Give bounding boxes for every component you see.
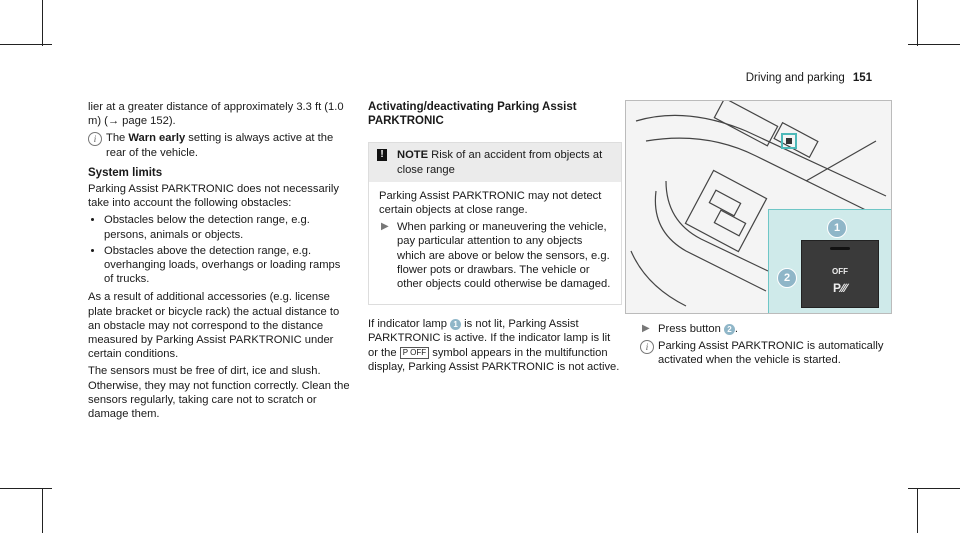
column-1 xyxy=(88,100,350,424)
info-note xyxy=(640,339,902,367)
info-text: Parking Assist PARKTRONIC is automatically activated when the vehicle is started. xyxy=(658,340,884,367)
section-heading: System limits xyxy=(88,166,163,179)
note-step-text: When parking or maneuvering the vehicle, pay particular attention to any objects which are above or below the sensors, e.g. flower pots or drawbars. The vehicle or other objects could otherwise be damaged. xyxy=(397,221,611,291)
paragraph: As a result of additional accessories (e.g. license plate bracket or bicycle rack) the actual distance to an obstacle may not correspond to the distance measured by Parking Assist PARKTRONIC under certain conditions. xyxy=(88,291,340,361)
section-heading: Activating/deactivating Parking Assist PARKTRONIC xyxy=(368,101,577,128)
paragraph: The sensors must be free of dirt, ice and slush. Otherwise, they may not function correctly. Clean the sensors regularly, taking care not to scratch or damage them. xyxy=(88,365,350,421)
callout-1: 1 xyxy=(827,218,847,238)
info-text: The xyxy=(106,132,129,145)
note-label: NOTE xyxy=(397,149,429,162)
page-number: 151 xyxy=(852,72,872,84)
parking-symbol: P∕∕∕ xyxy=(832,281,847,295)
parktronic-off-icon: P OFF xyxy=(400,347,429,359)
crop-mark xyxy=(908,488,960,489)
note-title: Risk of an accident from objects at close range xyxy=(397,149,603,176)
text: If indicator lamp xyxy=(368,318,451,331)
crop-mark xyxy=(917,0,918,46)
arrow-right-icon: ▶ xyxy=(642,323,650,334)
button-detail-inset xyxy=(768,209,891,314)
text: is not lit, Parking Assist PARKTRONIC is active. If the indicator lamp is lit or the xyxy=(368,318,611,359)
callout-badge: 2 xyxy=(724,324,735,335)
crop-mark xyxy=(0,44,52,45)
paragraph: lier at a greater distance of approximately 3.3 ft (1.0 m) (→ page 152). xyxy=(88,101,344,128)
note-body xyxy=(369,182,621,304)
info-note xyxy=(88,131,350,159)
list-item: • Obstacles above the detection range, e.g. overhanging loads, overhangs or loading ramps of trucks. xyxy=(104,244,350,287)
parktronic-button-figure xyxy=(625,100,892,314)
note-text: Parking Assist PARKTRONIC may not detect certain objects at close range. xyxy=(379,189,602,217)
bullet-list xyxy=(88,213,350,286)
info-icon: i xyxy=(88,132,102,146)
crop-mark xyxy=(908,44,960,45)
crop-mark xyxy=(42,0,43,46)
crop-mark xyxy=(0,488,52,489)
step-text: . xyxy=(734,323,739,335)
instruction-step xyxy=(640,322,902,336)
callout-badge: 1 xyxy=(450,319,461,330)
section-title: Driving and parking xyxy=(745,72,845,84)
button-off-label: OFF xyxy=(832,267,848,276)
warning-icon: ! xyxy=(377,149,387,161)
crop-mark xyxy=(917,488,918,533)
column-2 xyxy=(368,100,622,377)
setting-name: Warn early xyxy=(128,132,186,145)
parktronic-button[interactable] xyxy=(801,240,879,308)
indicator-lamp xyxy=(830,247,850,250)
column-3 xyxy=(640,322,902,371)
note-step xyxy=(379,220,611,291)
list-item: • Obstacles below the detection range, e.g. persons, animals or objects. xyxy=(104,213,350,241)
step-text: Press button xyxy=(658,323,724,335)
info-icon: i xyxy=(640,340,654,354)
info-text: setting is always active at the rear of the vehicle. xyxy=(106,132,334,159)
arrow-right-icon: ▶ xyxy=(381,221,389,233)
page-header xyxy=(746,72,872,84)
note-box xyxy=(368,142,622,305)
paragraph: Parking Assist PARKTRONIC does not necessarily take into account the following obstacles: xyxy=(88,183,339,210)
note-header xyxy=(369,143,621,181)
crop-mark xyxy=(42,488,43,533)
callout-2: 2 xyxy=(777,268,797,288)
text: symbol appears in the multifunction display, Parking Assist PARKTRONIC is not active. xyxy=(368,346,620,373)
paragraph xyxy=(368,317,622,374)
